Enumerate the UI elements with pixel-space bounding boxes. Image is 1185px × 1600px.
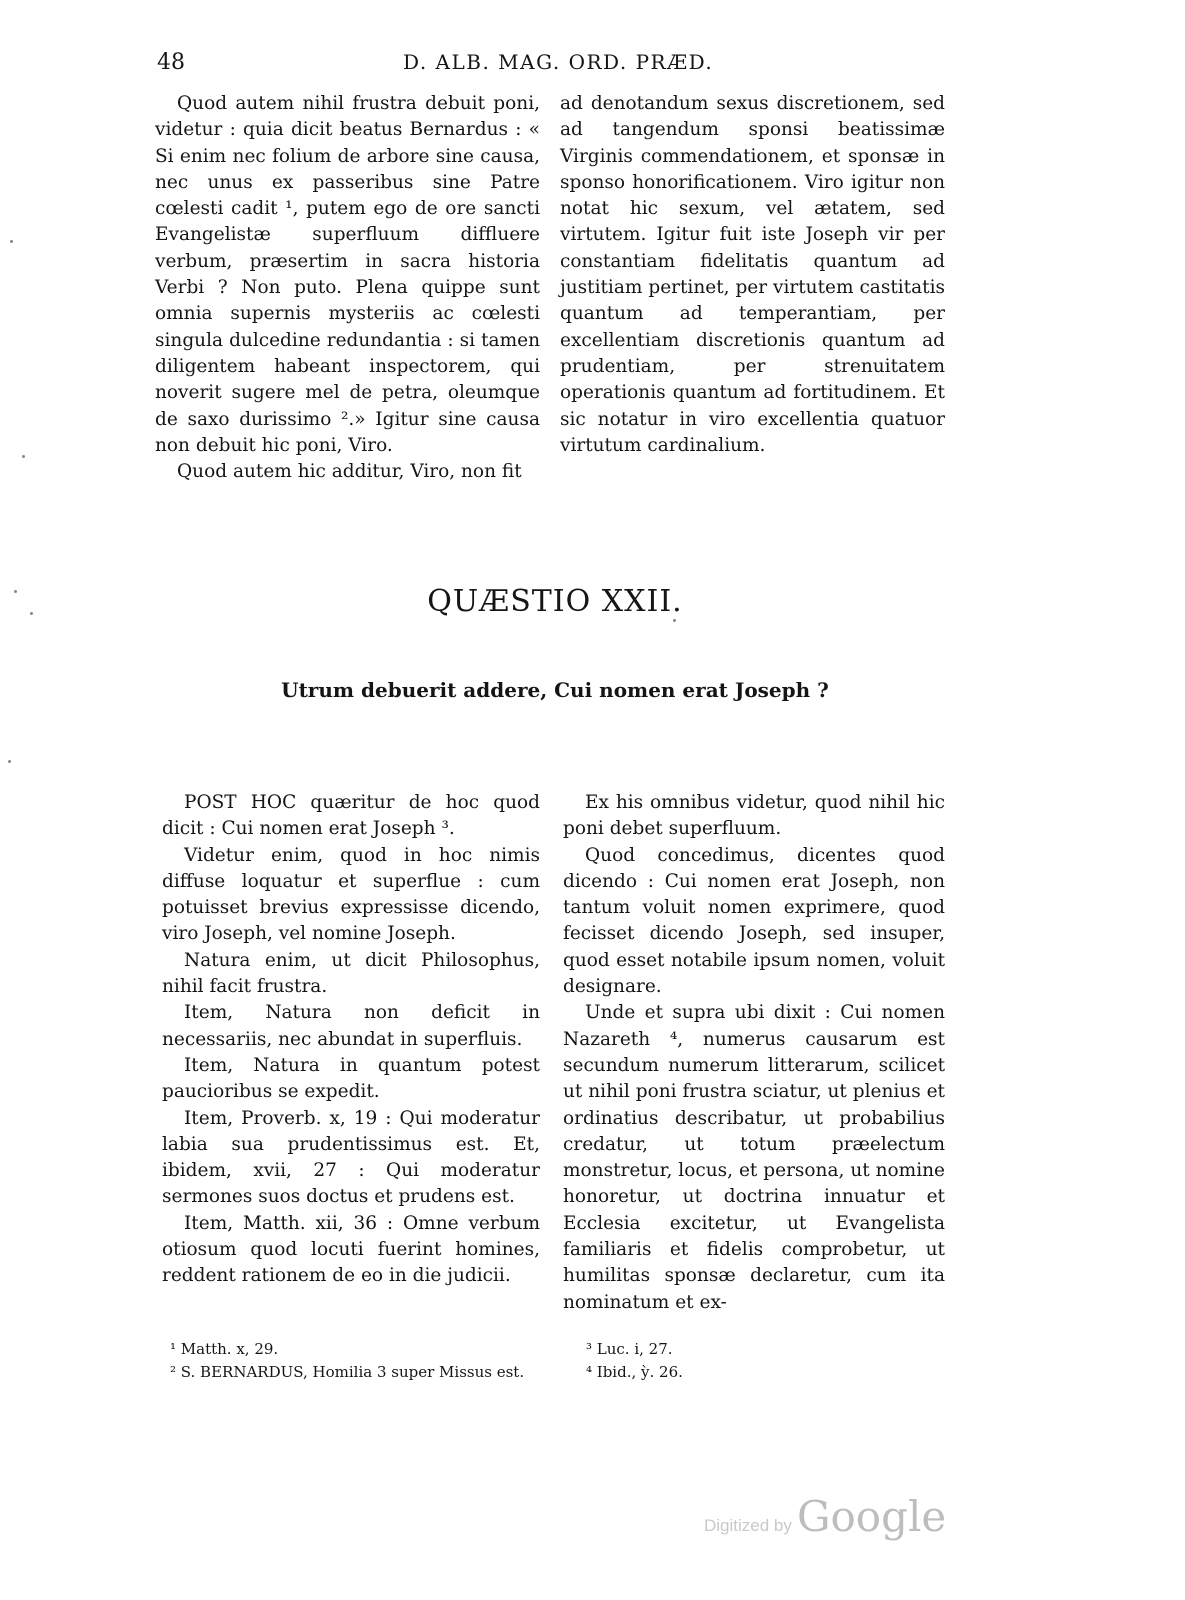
footnote: ⁴ Ibid., ỳ. 26. (586, 1363, 683, 1381)
paragraph: Item, Matth. xii, 36 : Omne verbum otiosum quod locuti fuerint homines, reddent rationem de eo in die judicii. (162, 1212, 540, 1287)
paragraph: Videtur enim, quod in hoc nimis diffuse loquatur et superflue : cum potuisset brevius expressisse dicendo, viro Joseph, vel nomine Joseph. (162, 844, 540, 945)
paragraph: Quod autem hic additur, Viro, non fit (177, 461, 522, 483)
paragraph: Item, Proverb. x, 19 : Qui moderatur labia sua prudentissimus est. Et, ibidem, xvii, 27 : Qui moderatur sermones suos doctus et prudens est. (162, 1107, 540, 1208)
scan-speck (14, 590, 17, 593)
page-number: 48 (157, 50, 185, 75)
paragraph: Unde et supra ubi dixit : Cui nomen Nazareth ⁴, numerus causarum est secundum numerum litterarum, scilicet ut nihil poni frustra sciatur, ut plenius et ordinatius describatur, ut probabilius credatur, ut totum præelectum monstretur, locus, et persona, ut nomine honoretur, ut doctrina innuatur et Ecclesia excitetur, ut Evangelista familiaris et fidelis comprobetur, ut humilitas sponsæ declaretur, cum ita nominatum et ex- (563, 1002, 945, 1313)
footnote: ³ Luc. i, 27. (586, 1340, 673, 1358)
bottom-left-column (162, 790, 540, 1290)
paragraph: Quod concedimus, dicentes quod dicendo : Cui nomen erat Joseph, non tantum voluit nomen exprimere, quod fecisset dicendo Joseph, sed insuper, quod esset notabile ipsum nomen, voluit designare. (563, 844, 945, 998)
scan-speck (8, 760, 11, 763)
paragraph: POST HOC quæritur de hoc quod dicit : Cui nomen erat Joseph ³. (162, 792, 540, 840)
paragraph: ad denotandum sexus discretionem, sed ad tangendum sponsi beatissimæ Virginis commendationem, et sponsæ in sponso honorificationem. Viro igitur non notat hic sexum, vel ætatem, sed virtutem. Igitur fuit iste Joseph vir per constantiam fidelitatis quantum ad justitiam pertinet, per virtutem castitatis quantum ad temperantiam, per excellentiam discretionis quantum ad prudentiam, per strenuitatem operationis quantum ad fortitudinem. Et sic notatur in viro excellentia quatuor virtutum cardinalium. (560, 93, 945, 456)
scan-speck (10, 240, 13, 243)
top-right-column (560, 91, 945, 459)
top-left-column (155, 91, 540, 485)
scan-speck (22, 455, 25, 458)
footnote: ² S. BERNARDUS, Homilia 3 super Missus est. (170, 1363, 525, 1381)
paragraph: Quod autem nihil frustra debuit poni, videtur : quia dicit beatus Bernardus : « Si enim nec folium de arbore sine causa, nec unus ex passeribus sine Patre cœlesti cadit ¹, putem ego de ore sancti Evangelistæ superfluum diffluere verbum, præsertim in sacra historia Verbi ? Non puto. Plena quippe sunt omnia supernis mysteriis ac cœlesti singula dulcedine redundantia : si tamen diligentem habeant inspectorem, qui noverit sugere mel de petra, oleumque de saxo durissimo ².» Igitur sine causa non debuit hic poni, Viro. (155, 93, 540, 456)
question-subtitle: Utrum debuerit addere, Cui nomen erat Joseph ? (281, 678, 829, 702)
watermark-prefix: Digitized by (704, 1516, 792, 1535)
digitized-watermark (704, 1492, 946, 1541)
paragraph: Item, Natura in quantum potest paucioribus se expedit. (162, 1054, 540, 1103)
footnotes-right (586, 1338, 683, 1384)
footnote: ¹ Matth. x, 29. (170, 1340, 279, 1358)
watermark-brand: Google (796, 1492, 947, 1541)
paragraph: Natura enim, ut dicit Philosophus, nihil facit frustra. (162, 949, 540, 998)
running-head: D. ALB. MAG. ORD. PRÆD. (403, 50, 714, 74)
footnotes-left (170, 1338, 524, 1384)
scan-speck (673, 619, 676, 622)
paragraph: Ex his omnibus videtur, quod nihil hic poni debet superfluum. (563, 792, 945, 840)
question-title: QUÆSTIO XXII. (427, 584, 683, 619)
bottom-right-column (563, 790, 945, 1316)
scan-speck (30, 612, 33, 615)
paragraph: Item, Natura non deficit in necessariis, nec abundat in superfluis. (162, 1002, 540, 1050)
